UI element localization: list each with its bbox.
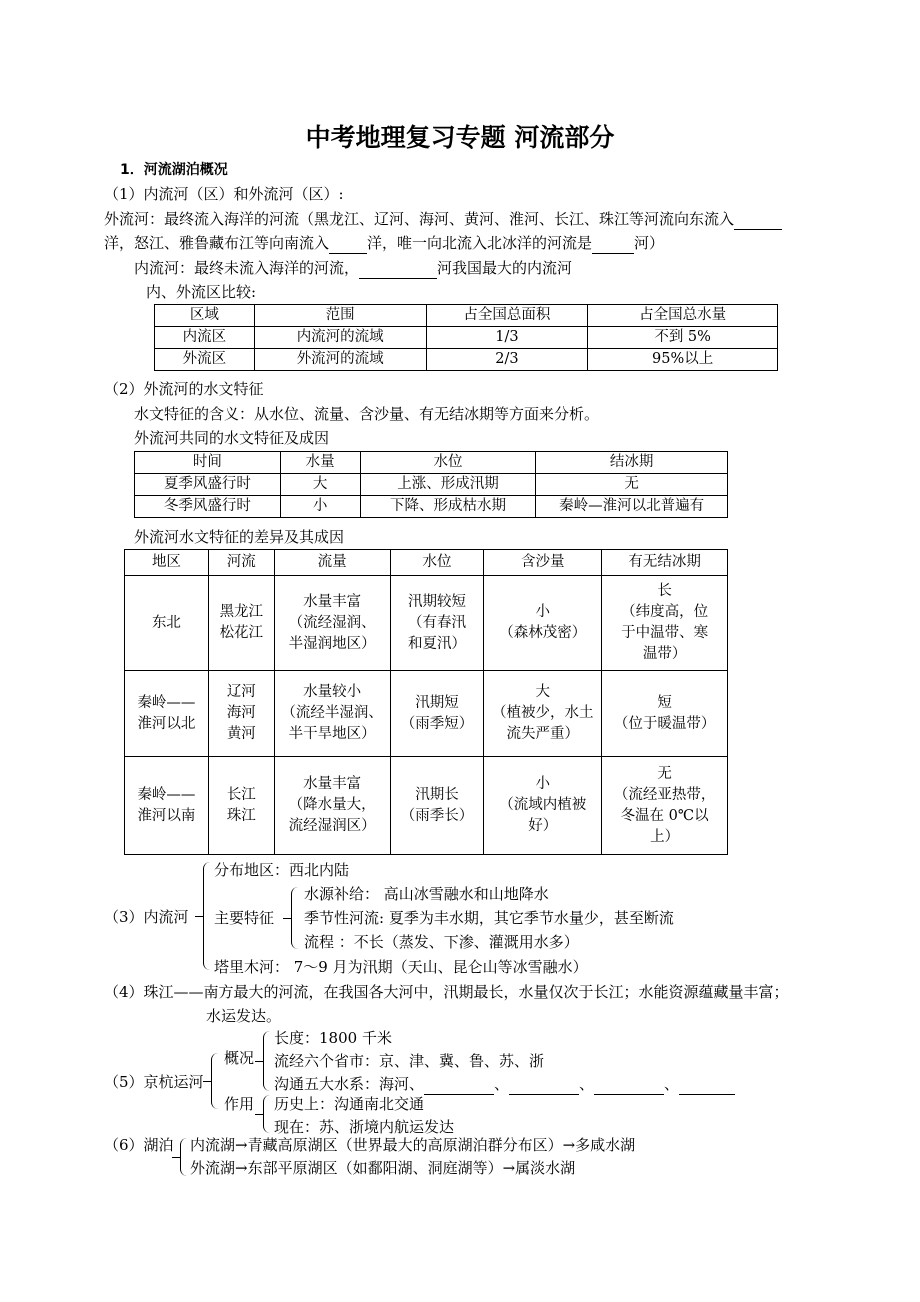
pearl-river-line-1: （4）珠江——南方最大的河流，在我国各大河中，汛期最长，水量仅次于长江；水能资源蕴藏量丰富； — [104, 983, 789, 1001]
header-cell: 河流 — [208, 550, 274, 576]
comparison-label: 内、外流区比较: — [146, 283, 257, 301]
header-cell: 占全国总面积 — [426, 305, 588, 327]
blank-east-ocean[interactable] — [734, 209, 782, 230]
table-row — [155, 327, 778, 349]
table-cell: 秦岭—淮河以北普遍有 — [536, 496, 728, 518]
inland-river-label: （3）内流河 — [104, 908, 189, 926]
table-cell: 黑龙江 松花江 — [208, 576, 274, 671]
brace-main-features — [291, 887, 300, 949]
feature-water-source: 水源补给： 高山冰雪融水和山地降水 — [304, 885, 549, 903]
header-cell: 含沙量 — [484, 550, 602, 576]
table-cell: 95%以上 — [588, 349, 778, 371]
feature-length: 流程 ：不长（蒸发、下渗、灌溉用水多） — [304, 933, 579, 951]
blank-north-river[interactable] — [592, 233, 634, 254]
table-cell: 汛期较短 （有春汛 和夏汛） — [390, 576, 484, 671]
outflow-lakes: 外流湖→东部平原湖区（如鄱阳湖、洞庭湖等）→属淡水湖 — [190, 1159, 576, 1177]
table-cell: 汛期短 （雨季短） — [390, 671, 484, 757]
table-cell: 水量较小 （流经半湿润、 半干旱地区） — [274, 671, 390, 757]
table-cell: 小 （森林茂密） — [484, 576, 602, 671]
brace-lakes — [180, 1138, 188, 1176]
table-cell: 大 — [280, 474, 360, 496]
table-cell: 大 （植被少，水土 流失严重） — [484, 671, 602, 757]
inland-distribution: 分布地区：西北内陆 — [214, 861, 350, 879]
table-cell: 秦岭—— 淮河以北 — [125, 671, 209, 757]
table-cell: 外流区 — [155, 349, 255, 371]
region-comparison-table — [154, 304, 778, 371]
header-cell: 水量 — [280, 452, 360, 474]
header-cell: 有无结冰期 — [602, 550, 728, 576]
table-header-row — [155, 305, 778, 327]
endorheic-line: 内流河：最终未流入海洋的河流， 河我国最大的内流河 — [134, 259, 573, 277]
header-cell: 范围 — [254, 305, 426, 327]
table-cell: 下降、形成枯水期 — [360, 496, 536, 518]
differences-label: 外流河水文特征的差异及其成因 — [134, 528, 345, 546]
blank-largest-inland-river[interactable] — [359, 258, 437, 279]
table-cell: 秦岭—— 淮河以南 — [125, 757, 209, 855]
blank-south-ocean[interactable] — [329, 233, 367, 254]
feature-seasonal: 季节性河流: 夏季为丰水期，其它季节水量少，甚至断流 — [304, 909, 674, 927]
section-2-heading: （2）外流河的水文特征 — [104, 380, 264, 398]
role-label: 作用 — [224, 1095, 255, 1113]
exorheic-line-1: 外流河：最终流入海洋的河流（黑龙江、辽河、海河、黄河、淮河、长江、珠江等河流向东流入 — [104, 209, 782, 230]
table-cell: 辽河 海河 黄河 — [208, 671, 274, 757]
brace-role — [263, 1095, 272, 1133]
table-header-row — [125, 550, 728, 576]
blank-river-4[interactable] — [594, 1074, 664, 1095]
table-cell: 2/3 — [426, 349, 588, 371]
table-row — [125, 671, 728, 757]
blank-river-3[interactable] — [509, 1074, 579, 1095]
table-cell: 外流河的流域 — [254, 349, 426, 371]
header-cell: 时间 — [135, 452, 281, 474]
exorheic-line-2: 洋，怒江、雅鲁藏布江等向南流入 洋，唯一向北流入北冰洋的河流是 河） — [104, 234, 665, 252]
table-cell: 无 （流经亚热带， 冬温在 0℃以 上） — [602, 757, 728, 855]
brace-grand-canal — [211, 1053, 220, 1109]
table-cell: 夏季风盛行时 — [135, 474, 281, 496]
common-features-table — [134, 451, 728, 518]
table-cell: 内流区 — [155, 327, 255, 349]
blank-river-2[interactable] — [424, 1074, 494, 1095]
brace-inland-river — [203, 862, 212, 970]
table-cell: 短 （位于暖温带） — [602, 671, 728, 757]
table-cell: 冬季风盛行时 — [135, 496, 281, 518]
table-cell: 无 — [536, 474, 728, 496]
table-row — [155, 349, 778, 371]
blank-river-5[interactable] — [679, 1074, 735, 1095]
regional-differences-table — [124, 549, 728, 855]
header-cell: 水位 — [360, 452, 536, 474]
sub-heading-1: （1）内流河（区）和外流河（区）: — [104, 185, 344, 203]
table-cell: 水量丰富 （流经湿润、 半湿润地区） — [274, 576, 390, 671]
table-cell: 长 （纬度高，位 于中温带、寒 温带） — [602, 576, 728, 671]
lakes-label: （6）湖泊 — [104, 1136, 174, 1154]
table-cell: 1/3 — [426, 327, 588, 349]
section-1-heading: 1．河流湖泊概况 — [120, 162, 228, 178]
canal-rivers: 沟通五大水系：海河、 、 、 、 — [274, 1074, 735, 1095]
table-cell: 上涨、形成汛期 — [360, 474, 536, 496]
table-cell: 小 — [280, 496, 360, 518]
table-cell: 汛期长 （雨季长） — [390, 757, 484, 855]
main-features-label: 主要特征 — [214, 909, 275, 927]
overview-label: 概况 — [224, 1049, 255, 1067]
table-row — [125, 757, 728, 855]
page-title: 中考地理复习专题 河流部分 — [305, 123, 615, 152]
table-row — [135, 496, 728, 518]
tarim-river: 塔里木河： 7～9 月为汛期（天山、昆仑山等冰雪融水） — [214, 958, 588, 976]
table-cell: 水量丰富 （降水量大， 流经湿润区） — [274, 757, 390, 855]
table-cell: 内流河的流域 — [254, 327, 426, 349]
pearl-river-line-2: 水运发达。 — [206, 1007, 282, 1025]
inland-lakes: 内流湖→青藏高原湖区（世界最大的高原湖泊群分布区）→多咸水湖 — [190, 1136, 636, 1154]
table-header-row — [135, 452, 728, 474]
canal-length: 长度：1800 千米 — [274, 1029, 392, 1047]
table-cell: 小 （流域内植被 好） — [484, 757, 602, 855]
canal-history: 历史上：沟通南北交通 — [274, 1095, 425, 1113]
table-cell: 长江 珠江 — [208, 757, 274, 855]
canal-now: 现在：苏、浙境内航运发达 — [274, 1118, 455, 1136]
brace-overview — [263, 1031, 272, 1091]
header-cell: 结冰期 — [536, 452, 728, 474]
header-cell: 区域 — [155, 305, 255, 327]
table-row — [135, 474, 728, 496]
table-row — [125, 576, 728, 671]
canal-provinces: 流经六个省市：京、津、冀、鲁、苏、浙 — [274, 1052, 545, 1070]
common-features-label: 外流河共同的水文特征及成因 — [134, 429, 330, 447]
grand-canal-label: （5）京杭运河 — [104, 1073, 204, 1091]
hydrology-meaning: 水文特征的含义：从水位、流量、含沙量、有无结冰期等方面来分析。 — [134, 405, 600, 423]
header-cell: 流量 — [274, 550, 390, 576]
header-cell: 占全国总水量 — [588, 305, 778, 327]
header-cell: 水位 — [390, 550, 484, 576]
table-cell: 不到 5% — [588, 327, 778, 349]
table-cell: 东北 — [125, 576, 209, 671]
header-cell: 地区 — [125, 550, 209, 576]
